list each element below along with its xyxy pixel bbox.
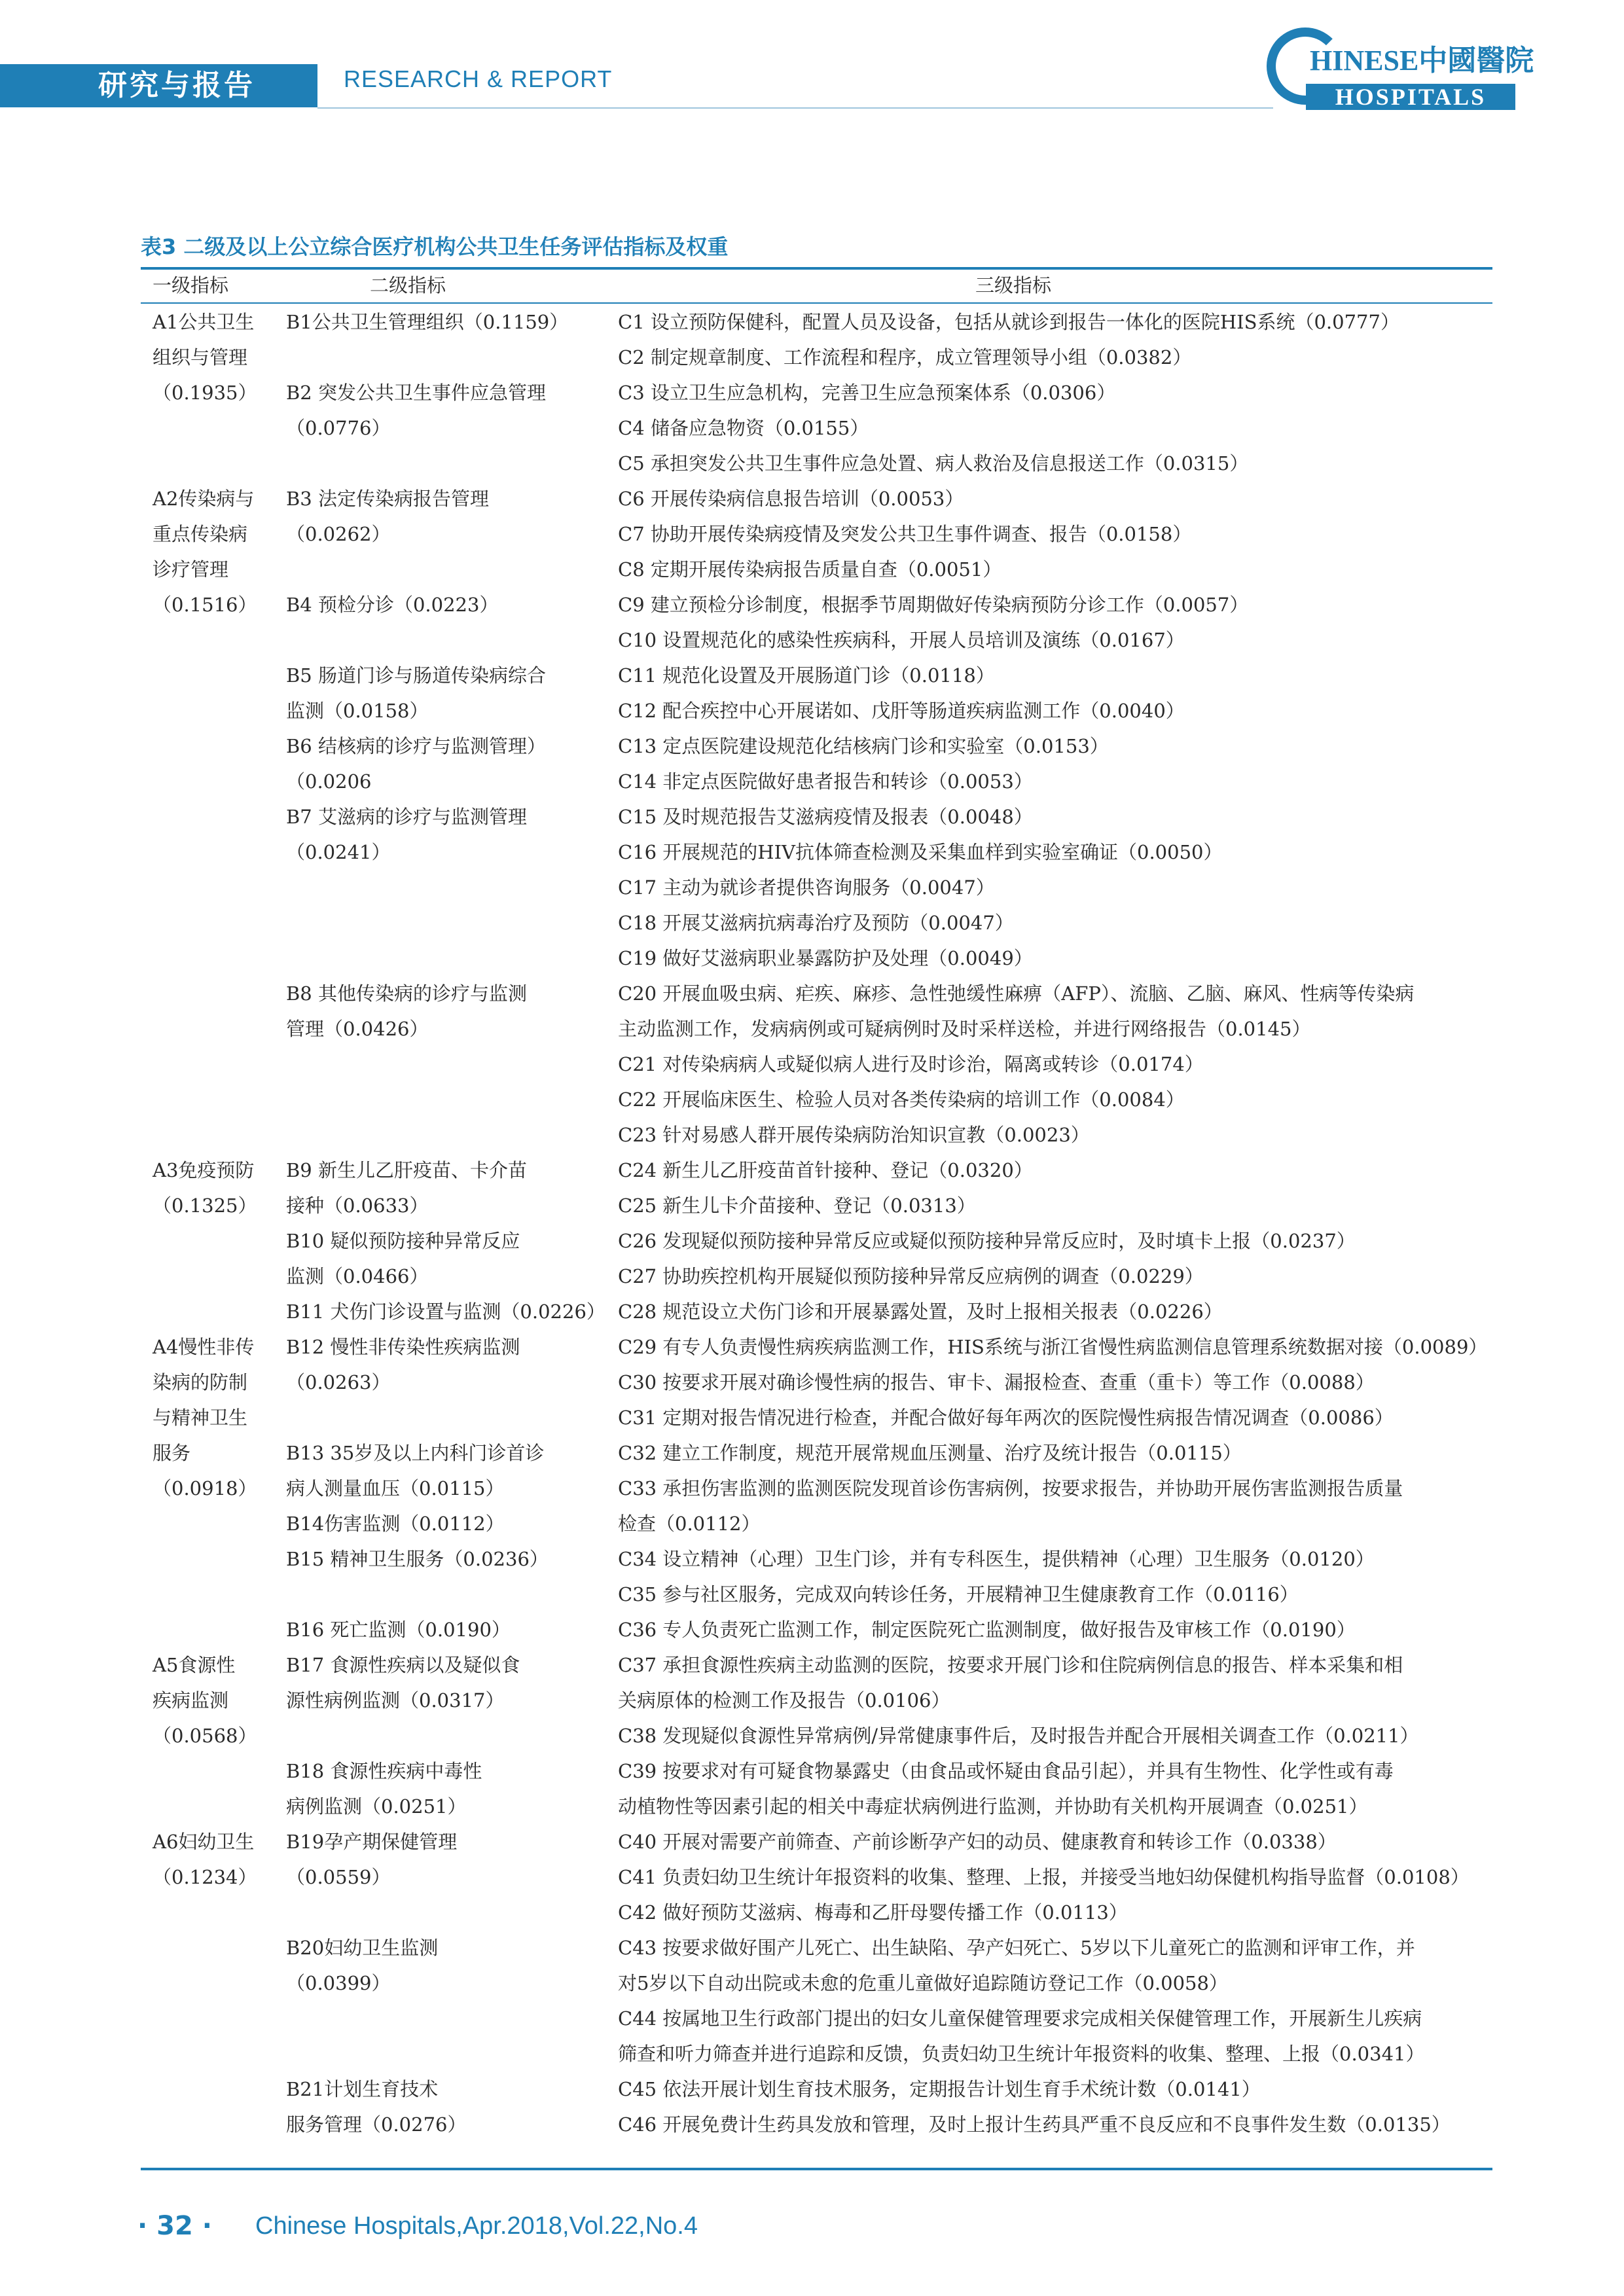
table-bottom-rule bbox=[141, 2168, 1492, 2170]
level2-cell: B10 疑似预防接种异常反应 监测（0.0466） bbox=[286, 1230, 520, 1287]
level2-cell: B7 艾滋病的诊疗与监测管理 （0.0241） bbox=[286, 806, 527, 863]
level3-cell: C42 做好预防艾滋病、梅毒和乙肝母婴传播工作（0.0113） bbox=[618, 1901, 1128, 1924]
level3-cell: C20 开展血吸虫病、疟疾、麻疹、急性弛缓性麻痹（AFP）、流脑、乙脑、麻风、性病等传染病 主动监测工作，发病病例或可疑病例时及时采样送检，并进行网络报告（0.0145） bbox=[618, 982, 1415, 1040]
level3-cell: C17 主动为就诊者提供咨询服务（0.0047） bbox=[618, 876, 995, 899]
level3-cell: C46 开展免费计生药具发放和管理，及时上报计生药具严重不良反应和不良事件发生数（0.0135） bbox=[618, 2113, 1451, 2136]
column-header-level3: 三级指标 bbox=[975, 274, 1052, 296]
level3-cell: C11 规范化设置及开展肠道门诊（0.0118） bbox=[618, 664, 995, 687]
level2-cell: B18 食源性疾病中毒性 病例监测（0.0251） bbox=[286, 1760, 482, 1818]
level1-cell: A2传染病与 重点传染病 诊疗管理 （0.1516） bbox=[153, 488, 257, 616]
level2-cell: B8 其他传染病的诊疗与监测 管理（0.0426） bbox=[286, 982, 527, 1040]
level3-cell: C33 承担伤害监测的监测医院发现首诊伤害病例，按要求报告，并协助开展伤害监测报告质量 检查（0.0112） bbox=[618, 1477, 1403, 1535]
level2-cell: B4 预检分诊（0.0223） bbox=[286, 594, 499, 616]
level3-cell: C41 负责妇幼卫生统计年报资料的收集、整理、上报，并接受当地妇幼保健机构指导监督（0.0108） bbox=[618, 1866, 1470, 1888]
level3-cell: C23 针对易感人群开展传染病防治知识宣教（0.0023） bbox=[618, 1124, 1090, 1146]
level2-cell: B16 死亡监测（0.0190） bbox=[286, 1619, 511, 1641]
table-caption: 表3 二级及以上公立综合医疗机构公共卫生任务评估指标及权重 bbox=[141, 234, 729, 259]
level2-cell: B17 食源性疾病以及疑似食 源性病例监测（0.0317） bbox=[286, 1654, 520, 1712]
level3-cell: C45 依法开展计划生育技术服务，定期报告计划生育手术统计数（0.0141） bbox=[618, 2078, 1261, 2100]
level3-cell: C6 开展传染病信息报告培训（0.0053） bbox=[618, 488, 964, 510]
level2-cell: B15 精神卫生服务（0.0236） bbox=[286, 1548, 549, 1570]
level2-cell: B3 法定传染病报告管理 （0.0262） bbox=[286, 488, 489, 545]
level3-cell: C19 做好艾滋病职业暴露防护及处理（0.0049） bbox=[618, 947, 1033, 969]
level3-cell: C8 定期开展传染病报告质量自查（0.0051） bbox=[618, 558, 1002, 581]
level3-cell: C39 按要求对有可疑食物暴露史（由食品或怀疑由食品引起），并具有生物性、化学性或有毒 动植物性等因素引起的相关中毒症状病例进行监测，并协助有关机构开展调查（0.0251） bbox=[618, 1760, 1394, 1818]
level2-cell: B12 慢性非传染性疾病监测 （0.0263） bbox=[286, 1336, 520, 1393]
level3-cell: C30 按要求开展对确诊慢性病的报告、审卡、漏报检查、查重（重卡）等工作（0.0088） bbox=[618, 1371, 1375, 1393]
level3-cell: C26 发现疑似预防接种异常反应或疑似预防接种异常反应时，及时填卡上报（0.0237） bbox=[618, 1230, 1356, 1252]
level2-cell: B19孕产期保健管理 （0.0559） bbox=[286, 1831, 458, 1888]
column-header-level2: 二级指标 bbox=[370, 274, 446, 296]
level1-cell: A6妇幼卫生 （0.1234） bbox=[153, 1831, 257, 1888]
level3-cell: C7 协助开展传染病疫情及突发公共卫生事件调查、报告（0.0158） bbox=[618, 523, 1192, 545]
level3-cell: C14 非定点医院做好患者报告和转诊（0.0053） bbox=[618, 770, 1033, 793]
section-title: 研究与报告 bbox=[98, 69, 255, 102]
level3-cell: C12 配合疾控中心开展诺如、戊肝等肠道疾病监测工作（0.0040） bbox=[618, 700, 1185, 722]
level3-cell: C22 开展临床医生、检验人员对各类传染病的培训工作（0.0084） bbox=[618, 1088, 1185, 1111]
section-title-band bbox=[0, 64, 317, 107]
level2-cell: B21计划生育技术 服务管理（0.0276） bbox=[286, 2078, 467, 2136]
level2-cell: B1公共卫生管理组织（0.1159） bbox=[286, 311, 569, 333]
level1-cell: A3免疫预防 （0.1325） bbox=[153, 1159, 257, 1217]
journal-logo bbox=[1267, 27, 1534, 113]
level3-cell: C9 建立预检分诊制度，根据季节周期做好传染病预防分诊工作（0.0057） bbox=[618, 594, 1249, 616]
journal-citation: Chinese Hospitals,Apr.2018,Vol.22,No.4 bbox=[255, 2212, 698, 2240]
level3-cell: C3 设立卫生应急机构，完善卫生应急预案体系（0.0306） bbox=[618, 382, 1116, 404]
level2-cell: B5 肠道门诊与肠道传染病综合 监测（0.0158） bbox=[286, 664, 546, 722]
level3-cell: C44 按属地卫生行政部门提出的妇女儿童保健管理要求完成相关保健管理工作，开展新生儿疾病 筛查和听力筛查并进行追踪和反馈，负责妇幼卫生统计年报资料的收集、整理、上报（0.0341） bbox=[618, 2007, 1425, 2065]
page-number: · 32 · bbox=[137, 2211, 212, 2241]
level2-cell: B14伤害监测（0.0112） bbox=[286, 1513, 505, 1535]
level2-cell: B9 新生儿乙肝疫苗、卡介苗 接种（0.0633） bbox=[286, 1159, 527, 1217]
column-header-level1: 一级指标 bbox=[153, 274, 229, 296]
level3-cell: C31 定期对报告情况进行检查，并配合做好每年两次的医院慢性病报告情况调查（0.0086） bbox=[618, 1407, 1394, 1429]
level3-cell: C36 专人负责死亡监测工作，制定医院死亡监测制度，做好报告及审核工作（0.0190） bbox=[618, 1619, 1356, 1641]
table-header-rule bbox=[141, 302, 1492, 304]
level3-cell: C21 对传染病病人或疑似病人进行及时诊治，隔离或转诊（0.0174） bbox=[618, 1053, 1204, 1075]
level3-cell: C1 设立预防保健科，配置人员及设备，包括从就诊到报告一体化的医院HIS系统（0.0777） bbox=[618, 311, 1399, 333]
table-top-rule bbox=[141, 267, 1492, 270]
level3-cell: C10 设置规范化的感染性疾病科，开展人员培训及演练（0.0167） bbox=[618, 629, 1185, 651]
level2-cell: B6 结核病的诊疗与监测管理） （0.0206 bbox=[286, 735, 546, 793]
level1-cell: A5食源性 疾病监测 （0.0568） bbox=[153, 1654, 257, 1747]
level3-cell: C28 规范设立犬伤门诊和开展暴露处置，及时上报相关报表（0.0226） bbox=[618, 1300, 1223, 1323]
level3-cell: C43 按要求做好围产儿死亡、出生缺陷、孕产妇死亡、5岁以下儿童死亡的监测和评审工作，并 对5岁以下自动出院或未愈的危重儿童做好追踪随访登记工作（0.0058） bbox=[618, 1937, 1415, 1994]
header-divider bbox=[317, 107, 1273, 109]
level2-cell: B13 35岁及以上内科门诊首诊 病人测量血压（0.0115） bbox=[286, 1442, 545, 1499]
level3-cell: C18 开展艾滋病抗病毒治疗及预防（0.0047） bbox=[618, 912, 1014, 934]
level1-cell: A1公共卫生 组织与管理 （0.1935） bbox=[153, 311, 257, 404]
level3-cell: C37 承担食源性疾病主动监测的医院，按要求开展门诊和住院病例信息的报告、样本采集和相 关病原体的检测工作及报告（0.0106） bbox=[618, 1654, 1403, 1712]
level2-cell: B11 犬伤门诊设置与监测（0.0226） bbox=[286, 1300, 605, 1323]
logo-bottom-text: HOSPITALS bbox=[1306, 84, 1515, 110]
level3-cell: C16 开展规范的HIV抗体筛查检测及采集血样到实验室确证（0.0050） bbox=[618, 841, 1223, 863]
level3-cell: C34 设立精神（心理）卫生门诊，并有专科医生，提供精神（心理）卫生服务（0.0120） bbox=[618, 1548, 1375, 1570]
level3-cell: C2 制定规章制度、工作流程和程序，成立管理领导小组（0.0382） bbox=[618, 346, 1192, 368]
level3-cell: C27 协助疾控机构开展疑似预防接种异常反应病例的调查（0.0229） bbox=[618, 1265, 1204, 1287]
level2-cell: B2 突发公共卫生事件应急管理 （0.0776） bbox=[286, 382, 546, 439]
level3-cell: C25 新生儿卡介苗接种、登记（0.0313） bbox=[618, 1194, 976, 1217]
level3-cell: C32 建立工作制度，规范开展常规血压测量、治疗及统计报告（0.0115） bbox=[618, 1442, 1242, 1464]
level3-cell: C29 有专人负责慢性病疾病监测工作，HIS系统与浙江省慢性病监测信息管理系统数据对接（0.0089） bbox=[618, 1336, 1488, 1358]
level3-cell: C4 储备应急物资（0.0155） bbox=[618, 417, 869, 439]
level3-cell: C5 承担突发公共卫生事件应急处置、病人救治及信息报送工作（0.0315） bbox=[618, 452, 1249, 475]
level1-cell: A4慢性非传 染病的防制 与精神卫生 服务 （0.0918） bbox=[153, 1336, 257, 1499]
level3-cell: C38 发现疑似食源性异常病例/异常健康事件后，及时报告并配合开展相关调查工作（0.0211） bbox=[618, 1725, 1419, 1747]
level2-cell: B20妇幼卫生监测 （0.0399） bbox=[286, 1937, 439, 1994]
section-subtitle: RESEARCH & REPORT bbox=[344, 65, 613, 92]
level3-cell: C15 及时规范报告艾滋病疫情及报表（0.0048） bbox=[618, 806, 1033, 828]
level3-cell: C35 参与社区服务，完成双向转诊任务，开展精神卫生健康教育工作（0.0116） bbox=[618, 1583, 1299, 1605]
logo-top-text: HINESE中國醫院 bbox=[1310, 45, 1534, 77]
level3-cell: C13 定点医院建设规范化结核病门诊和实验室（0.0153） bbox=[618, 735, 1109, 757]
level3-cell: C40 开展对需要产前筛查、产前诊断孕产妇的动员、健康教育和转诊工作（0.0338） bbox=[618, 1831, 1337, 1853]
level3-cell: C24 新生儿乙肝疫苗首针接种、登记（0.0320） bbox=[618, 1159, 1033, 1181]
